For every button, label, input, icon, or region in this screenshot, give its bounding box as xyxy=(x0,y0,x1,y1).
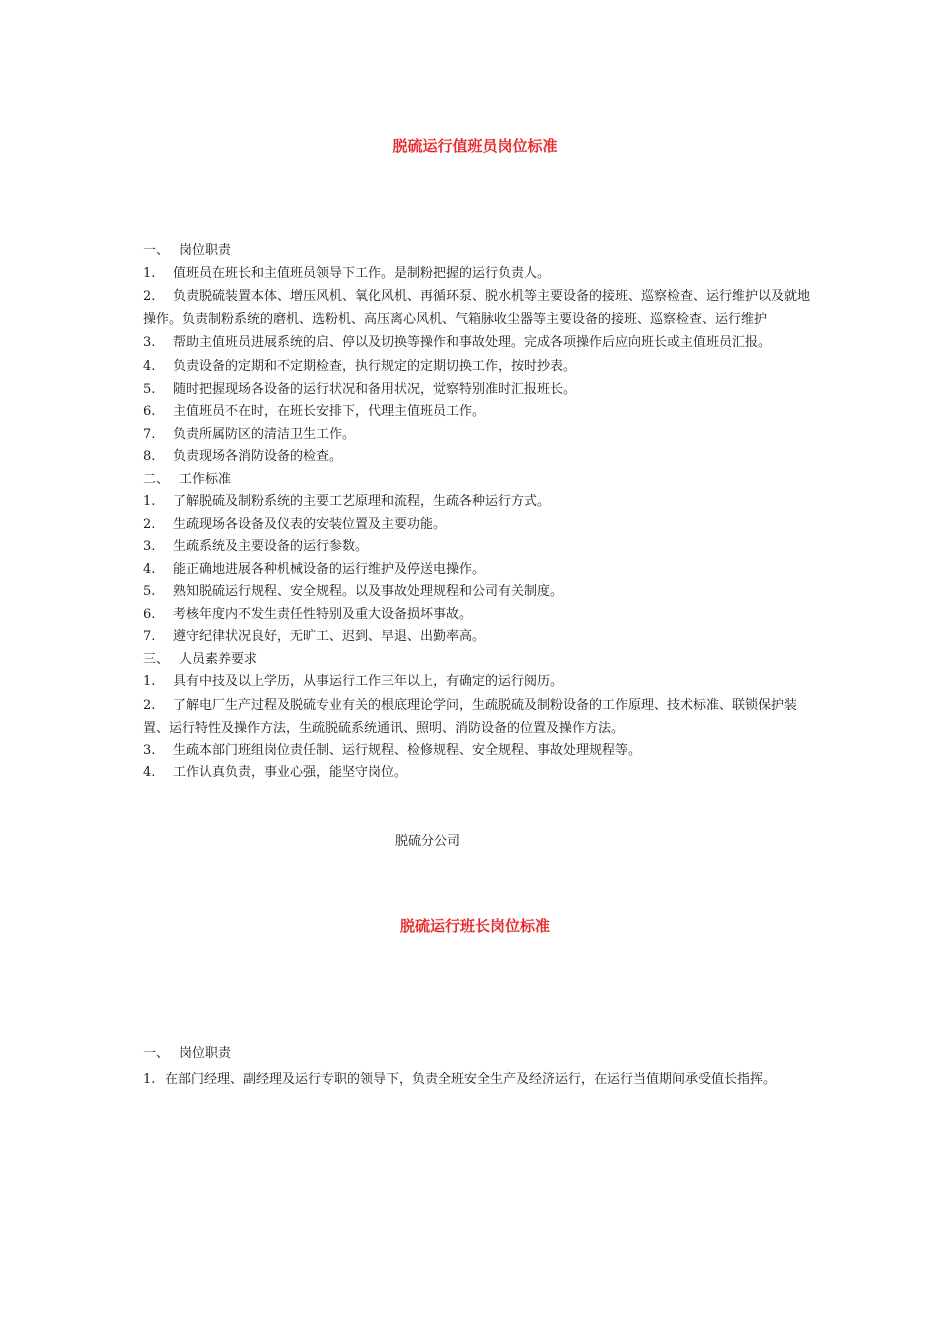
list-item xyxy=(143,379,813,402)
list-item xyxy=(143,491,813,514)
item-text: 负责脱硫装置本体、增压风机、氧化风机、再循环泵、脱水机等主要设备的接班、巡察检查、运行维护以及就地操作。负责制粉系统的磨机、选粉机、高压离心风机、气箱脉收尘器等主要设备的接班、巡察检查、运行维护 xyxy=(143,289,811,327)
heading-number: 二、 xyxy=(143,471,170,487)
heading-number: 一、 xyxy=(143,1046,170,1061)
item-text: 生疏系统及主要设备的运行参数。 xyxy=(173,539,369,554)
item-text: 遵守纪律状况良好，无旷工、迟到、早退、出勤率高。 xyxy=(173,629,486,644)
item-text: 帮助主值班员进展系统的启、停以及切换等操作和事故处理。完成各项操作后应向班长或主值班员汇报。 xyxy=(173,335,772,350)
item-number: 1. xyxy=(143,674,156,689)
item-number: 4. xyxy=(143,359,156,374)
list-item xyxy=(143,401,813,424)
list-item xyxy=(143,263,813,286)
item-number: 6. xyxy=(143,606,156,622)
heading-text: 人员素养要求 xyxy=(179,651,258,667)
item-number: 6. xyxy=(143,404,156,419)
item-text: 考核年度内不发生责任性特别及重大设备损坏事故。 xyxy=(173,606,473,622)
list-item xyxy=(143,536,813,559)
doc2-body xyxy=(143,1043,813,1091)
item-text: 了解电厂生产过程及脱硫专业有关的根底理论学问，生疏脱硫及制粉设备的工作原理、技术标准、联锁保护装置、运行特性及操作方法，生疏脱硫系统通讯、照明、消防设备的位置及操作方法。 xyxy=(143,697,798,736)
item-number: 7. xyxy=(143,629,156,644)
list-item xyxy=(143,740,813,763)
item-number: 5. xyxy=(143,381,156,397)
item-text: 主值班员不在时，在班长安排下，代理主值班员工作。 xyxy=(173,404,486,419)
item-number: 3. xyxy=(143,335,156,350)
doc2-title: 脱硫运行班长岗位标准 xyxy=(399,917,550,935)
list-item xyxy=(143,446,813,469)
item-text: 随时把握现场各设备的运行状况和备用状况，觉察特别准时汇报班长。 xyxy=(173,381,577,397)
item-text: 负责所属防区的清洁卫生工作。 xyxy=(173,426,356,442)
list-item xyxy=(143,604,813,627)
item-number: 2. xyxy=(143,289,156,304)
item-number: 8. xyxy=(143,449,156,464)
list-item xyxy=(143,514,813,537)
section-heading xyxy=(143,240,813,263)
list-item xyxy=(143,762,813,785)
heading-text: 岗位职责 xyxy=(179,243,232,258)
list-item xyxy=(143,671,813,694)
item-text: 工作认真负责，事业心强，能坚守岗位。 xyxy=(173,765,408,780)
list-item xyxy=(143,581,813,604)
item-number: 7. xyxy=(143,426,156,442)
list-item xyxy=(143,559,813,582)
doc1-title: 脱硫运行值班员岗位标准 xyxy=(392,137,558,155)
item-number: 1. xyxy=(143,1071,156,1087)
item-number: 5. xyxy=(143,584,156,599)
item-text: 负责现场各消防设备的检查。 xyxy=(173,449,343,464)
item-text: 具有中技及以上学历，从事运行工作三年以上，有确定的运行阅历。 xyxy=(173,674,564,689)
doc1-body xyxy=(143,240,813,785)
heading-number: 三、 xyxy=(143,651,170,667)
item-number: 1. xyxy=(143,494,156,509)
item-text: 在部门经理、副经理及运行专职的领导下，负责全班安全生产及经济运行，在运行当值期间承受值长指挥。 xyxy=(165,1071,777,1087)
list-item xyxy=(143,1068,813,1091)
list-item xyxy=(143,356,813,379)
item-number: 4. xyxy=(143,765,156,780)
list-item xyxy=(143,424,813,447)
list-item xyxy=(143,694,813,740)
item-text: 生疏现场各设备及仪表的安装位置及主要功能。 xyxy=(173,516,447,532)
list-item xyxy=(143,285,813,331)
item-text: 负责设备的定期和不定期检查，执行规定的定期切换工作，按时抄表。 xyxy=(173,359,577,374)
item-text: 值班员在班长和主值班员领导下工作。是制粉把握的运行负责人。 xyxy=(173,265,551,281)
item-number: 1. xyxy=(143,265,156,281)
item-text: 能正确地进展各种机械设备的运行维护及停送电操作。 xyxy=(173,561,486,577)
department-name: 脱硫分公司 xyxy=(395,834,461,849)
list-item xyxy=(143,331,813,354)
item-text: 了解脱硫及制粉系统的主要工艺原理和流程，生疏各种运行方式。 xyxy=(173,494,551,509)
section-heading xyxy=(143,469,813,492)
item-text: 熟知脱硫运行规程、安全规程。以及事故处理规程和公司有关制度。 xyxy=(173,584,564,599)
heading-number: 一、 xyxy=(143,243,170,258)
item-number: 2. xyxy=(143,516,156,532)
list-item xyxy=(143,626,813,649)
item-number: 3. xyxy=(143,742,156,758)
heading-text: 工作标准 xyxy=(179,471,232,487)
section-heading xyxy=(143,649,813,672)
section-heading xyxy=(143,1043,813,1066)
item-number: 2. xyxy=(143,697,156,713)
item-number: 4. xyxy=(143,561,156,577)
heading-text: 岗位职责 xyxy=(179,1046,232,1061)
item-text: 生疏本部门班组岗位责任制、运行规程、检修规程、安全规程、事故处理规程等。 xyxy=(173,742,642,758)
item-number: 3. xyxy=(143,539,156,554)
